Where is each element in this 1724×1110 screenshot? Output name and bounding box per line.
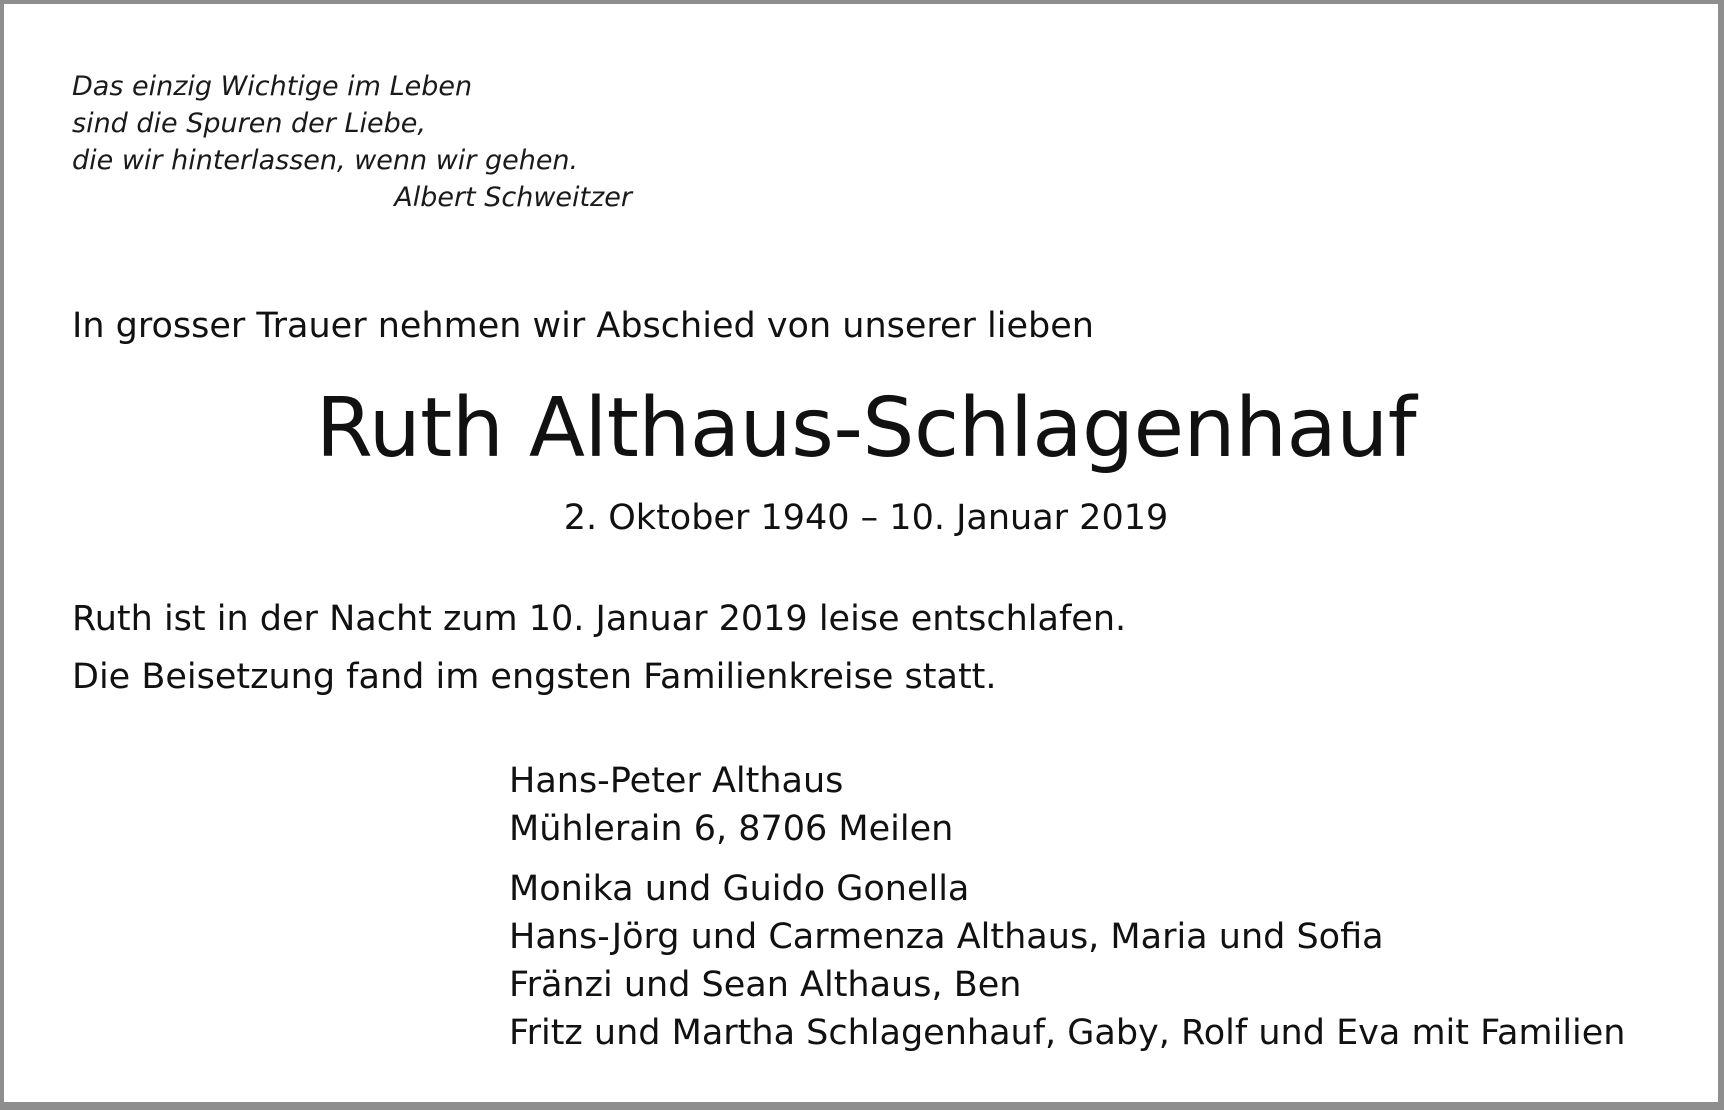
quote-line: sind die Spuren der Liebe, <box>72 108 426 139</box>
spacer <box>509 853 1625 865</box>
mourner-line: Fränzi und Sean Althaus, Ben <box>509 965 1022 1005</box>
intro-text: In grosser Trauer nehmen wir Abschied von unserer lieben <box>72 306 1094 346</box>
message-line: Ruth ist in der Nacht zum 10. Januar 2019 leise entschlafen. <box>72 599 1127 639</box>
message-line: Die Beisetzung fand im engsten Familienkreise statt. <box>72 657 997 697</box>
deceased-name: Ruth Althaus-Schlagenhauf <box>315 381 1417 476</box>
quote-author: Albert Schweitzer <box>394 182 632 213</box>
mourner-line: Fritz und Martha Schlagenhauf, Gaby, Rolf und Eva mit Familien <box>509 1013 1626 1053</box>
quote-line: die wir hinterlassen, wenn wir gehen. <box>72 145 579 176</box>
announcement-message <box>72 590 1126 706</box>
epigraph-quote <box>72 68 632 216</box>
mourner-line: Monika und Guido Gonella <box>509 869 970 909</box>
mourner-line: Hans-Jörg und Carmenza Althaus, Maria und Sofia <box>509 917 1384 957</box>
contact-name: Hans-Peter Althaus <box>509 761 844 801</box>
quote-line: Das einzig Wichtige im Leben <box>72 71 473 102</box>
life-dates: 2. Oktober 1940 – 10. Januar 2019 <box>563 498 1169 538</box>
mourners-block <box>509 757 1625 1057</box>
contact-address: Mühlerain 6, 8706 Meilen <box>509 809 954 849</box>
